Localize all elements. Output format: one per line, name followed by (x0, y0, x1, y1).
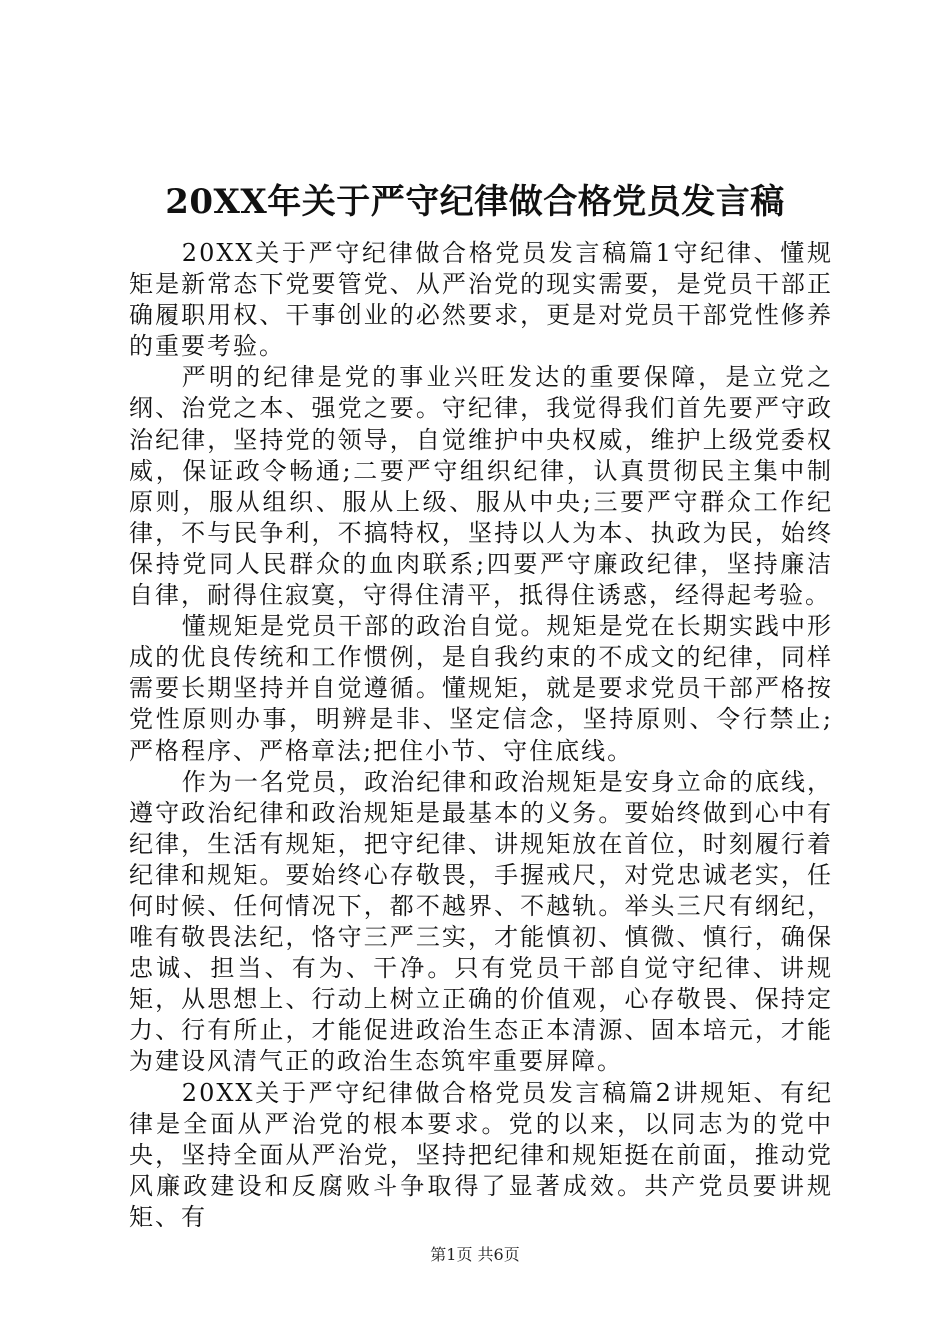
paragraph-3: 懂规矩是党员干部的政治自觉。规矩是党在长期实践中形成的优良传统和工作惯例，是自我约束的不成文的纪律，同样需要长期坚持并自觉遵循。懂规矩，就是要求党员干部严格按党性原则办事，明辨是非、坚定信念，坚持原则、令行禁止;严格程序、严格章法;把住小节、守住底线。 (129, 612, 833, 765)
document-body (129, 238, 833, 1233)
page-footer: 第1页 共6页 (430, 1245, 520, 1264)
paragraph-2: 严明的纪律是党的事业兴旺发达的重要保障，是立党之纲、治党之本、强党之要。守纪律，我觉得我们首先要严守政治纪律，坚持党的领导，自觉维护中央权威，维护上级党委权威，保证政令畅通;二要严守组织纪律，认真贯彻民主集中制原则，服从组织、服从上级、服从中央;三要严守群众工作纪律，不与民争利，不搞特权，坚持以人为本、执政为民，始终保持党同人民群众的血肉联系;四要严守廉政纪律，坚持廉洁自律，耐得住寂寞，守得住清平，抵得住诱惑，经得起考验。 (129, 363, 833, 610)
paragraph-5: 20XX关于严守纪律做合格党员发言稿篇2讲规矩、有纪律是全面从严治党的根本要求。党的以来，以同志为的党中央，坚持全面从严治党，坚持把纪律和规矩挺在前面，推动党风廉政建设和反腐败斗争取得了显著成效。共产党员要讲规矩、有 (129, 1078, 833, 1231)
paragraph-1: 20XX关于严守纪律做合格党员发言稿篇1守纪律、懂规矩是新常态下党要管党、从严治党的现实需要，是党员干部正确履职用权、干事创业的必然要求，更是对党员干部党性修养的重要考验。 (129, 239, 833, 361)
document-title: 20XX年关于严守纪律做合格党员发言稿 (165, 182, 785, 222)
paragraph-4: 作为一名党员，政治纪律和政治规矩是安身立命的底线，遵守政治纪律和政治规矩是最基本的义务。要始终做到心中有纪律，生活有规矩，把守纪律、讲规矩放在首位，时刻履行着纪律和规矩。要始终心存敬畏，手握戒尺，对党忠诚老实，任何时候、任何情况下，都不越界、不越轨。举头三尺有纲纪，唯有敬畏法纪，恪守三严三实，才能慎初、慎微、慎行，确保忠诚、担当、有为、干净。只有党员干部自觉守纪律、讲规矩，从思想上、行动上树立正确的价值观，心存敬畏、保持定力、行有所止，才能促进政治生态正本清源、固本培元，才能为建设风清气正的政治生态筑牢重要屏障。 (129, 767, 833, 1076)
